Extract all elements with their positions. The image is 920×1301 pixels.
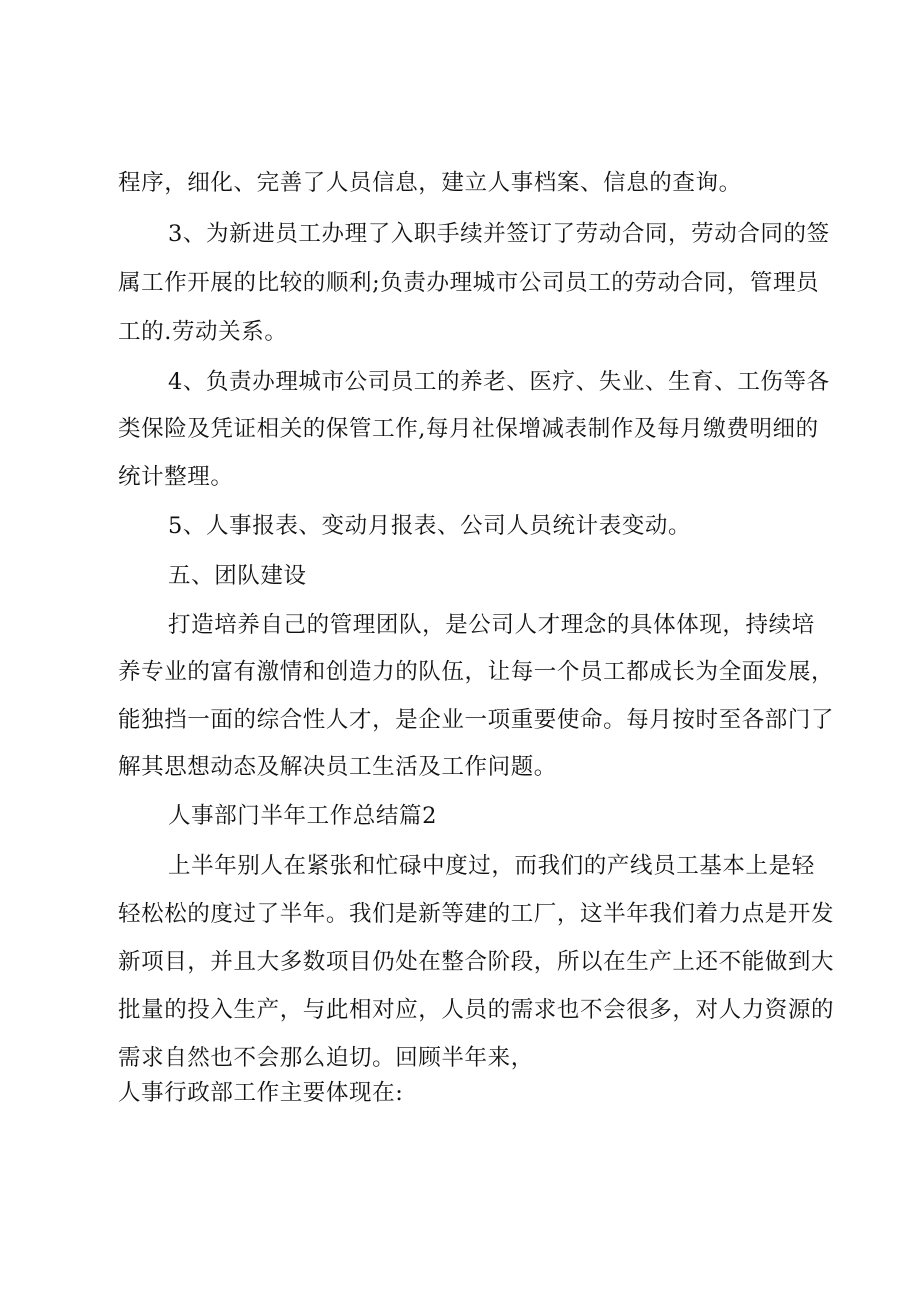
paragraph-line: 类保险及凭证相关的保管工作,每月社保增减表制作及每月缴费明细的 (118, 416, 819, 442)
item-5-line: 5、人事报表、变动月报表、公司人员统计表变动。 (168, 513, 692, 539)
paragraph-line: 轻松松的度过了半年。我们是新等建的工厂，这半年我们着力点是开发 (118, 901, 835, 927)
paragraph-line: 新项目，并且大多数项目仍处在整合阶段，所以在生产上还不能做到大 (118, 949, 835, 975)
section-title-part-2: 人事部门半年工作总结篇2 (168, 803, 438, 829)
paragraph-line: 解其思想动态及解决员工生活及工作问题。 (118, 754, 557, 780)
paragraph-line: 能独挡一面的综合性人才，是企业一项重要使命。每月按时至各部门了 (118, 707, 835, 733)
paragraph-line: 人事行政部工作主要体现在: (118, 1080, 404, 1106)
paragraph-line: 打造培养自己的管理团队，是公司人才理念的具体体现，持续培 (168, 612, 815, 638)
item-4-line: 4、负责办理城市公司员工的养老、医疗、失业、生育、工伤等各 (168, 369, 830, 395)
paragraph-line: 养专业的富有激情和创造力的队伍，让每一个员工都成长为全面发展， (118, 659, 835, 685)
paragraph-line: 需求自然也不会那么迫切。回顾半年来， (118, 1045, 534, 1071)
paragraph-line: 批量的投入生产，与此相对应，人员的需求也不会很多，对人力资源的 (118, 997, 835, 1023)
section-heading-team: 五、团队建设 (168, 563, 307, 589)
paragraph-line: 上半年别人在紧张和忙碌中度过，而我们的产线员工基本上是轻 (168, 853, 815, 879)
paragraph-line: 程序，细化、完善了人员信息，建立人事档案、信息的查询。 (118, 170, 742, 196)
paragraph-line: 统计整理。 (118, 464, 234, 490)
paragraph-line: 工的.劳动关系。 (118, 319, 288, 345)
item-3-line: 3、为新进员工办理了入职手续并签订了劳动合同，劳动合同的签 (168, 221, 830, 247)
paragraph-line: 属工作开展的比较的顺利;负责办理城市公司员工的劳动合同，管理员 (118, 270, 820, 296)
